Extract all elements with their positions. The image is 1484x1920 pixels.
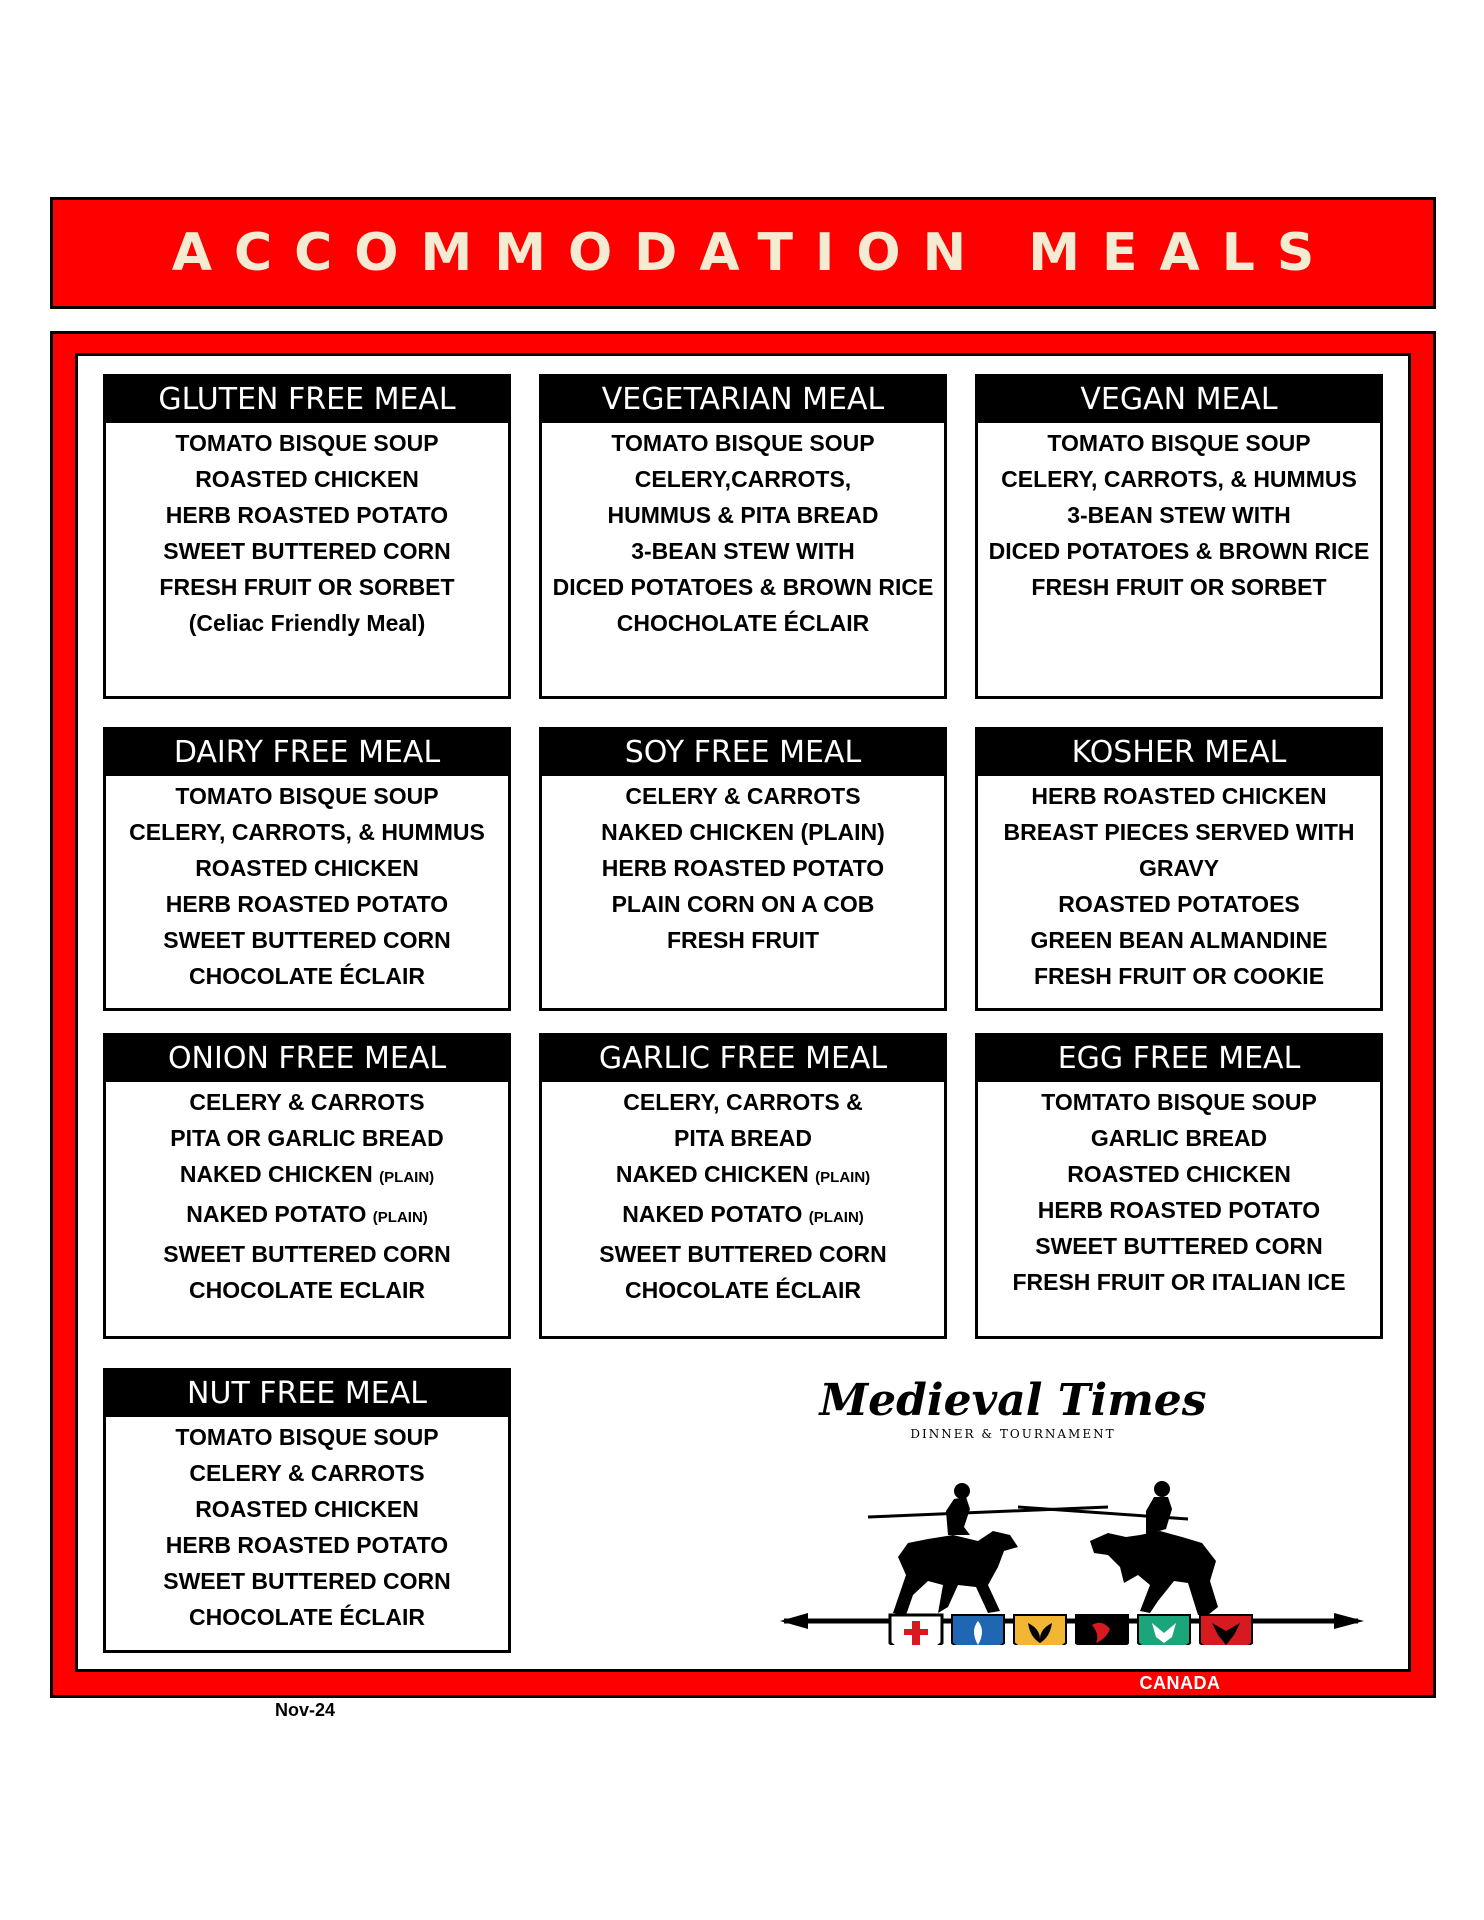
meal-item: CHOCOLATE ECLAIR xyxy=(189,1277,425,1303)
meal-item: FRESH FRUIT OR SORBET xyxy=(159,574,455,600)
meal-item: 3-BEAN STEW WITH xyxy=(631,538,855,564)
meal-item: 3-BEAN STEW WITH xyxy=(1067,502,1291,528)
meal-item: ROASTED CHICKEN xyxy=(1067,1161,1291,1187)
meal-item-text: NAKED POTATO xyxy=(186,1201,367,1227)
meal-item-note: (PLAIN) xyxy=(379,1169,435,1186)
meal-item: CHOCOLATE ÉCLAIR xyxy=(189,1604,425,1630)
meal-item-note: (PLAIN) xyxy=(808,1209,864,1226)
meal-item-text: NAKED POTATO xyxy=(622,1201,803,1227)
date-label: Nov-24 xyxy=(275,1700,336,1720)
meal-item: GREEN BEAN ALMANDINE xyxy=(1030,927,1328,953)
meal-item-text: NAKED CHICKEN xyxy=(615,1161,809,1187)
meal-item: ROASTED CHICKEN xyxy=(195,855,419,881)
logo-tagline: DINNER & TOURNAMENT xyxy=(910,1427,1116,1441)
meal-item: GARLIC BREAD xyxy=(1090,1125,1268,1151)
meal-item: ROASTED CHICKEN xyxy=(195,1496,419,1522)
meal-item: (Celiac Friendly Meal) xyxy=(188,610,426,636)
meal-item: CELERY & CARROTS xyxy=(189,1460,425,1486)
meal-title: NUT FREE MEAL xyxy=(106,1371,508,1417)
meal-item: TOMATO BISQUE SOUP xyxy=(611,430,875,456)
meal-item: CHOCOLATE ÉCLAIR xyxy=(189,963,425,989)
jousting-knights-icon xyxy=(778,1435,1368,1645)
meal-item: CELERY, CARROTS & xyxy=(623,1089,863,1115)
meal-item: TOMATO BISQUE SOUP xyxy=(175,430,439,456)
meal-title: SOY FREE MEAL xyxy=(542,730,944,776)
title-banner xyxy=(50,197,1436,309)
meal-item: CELERY & CARROTS xyxy=(189,1089,425,1115)
meal-item: SWEET BUTTERED CORN xyxy=(163,927,451,953)
meal-item: DICED POTATOES & BROWN RICE xyxy=(552,574,934,600)
meal-item: HERB ROASTED POTATO xyxy=(165,502,449,528)
meal-item: FRESH FRUIT OR COOKIE xyxy=(1033,963,1325,989)
meal-item: HERB ROASTED POTATO xyxy=(1037,1197,1321,1223)
meal-card-nut-free xyxy=(103,1368,511,1653)
meal-title: VEGETARIAN MEAL xyxy=(542,377,944,423)
meal-title: GARLIC FREE MEAL xyxy=(542,1036,944,1082)
meal-item: SWEET BUTTERED CORN xyxy=(599,1241,887,1267)
meal-item: HERB ROASTED CHICKEN xyxy=(1031,783,1327,809)
meal-item xyxy=(542,1156,944,1196)
meal-item: PLAIN CORN ON A COB xyxy=(611,891,875,917)
meal-item: HERB ROASTED POTATO xyxy=(601,855,885,881)
meal-item: FRESH FRUIT OR SORBET xyxy=(1031,574,1327,600)
meal-title: GLUTEN FREE MEAL xyxy=(106,377,508,423)
meal-item: CHOCOLATE ÉCLAIR xyxy=(625,1277,861,1303)
meal-title: KOSHER MEAL xyxy=(978,730,1380,776)
meal-item-text: NAKED CHICKEN xyxy=(179,1161,373,1187)
meal-card-soy-free xyxy=(539,727,947,1011)
meal-item: SWEET BUTTERED CORN xyxy=(163,538,451,564)
meal-item: CELERY, CARROTS, & HUMMUS xyxy=(129,819,485,845)
meal-item: GRAVY xyxy=(1138,855,1220,881)
logo-name: Medieval Times xyxy=(819,1375,1207,1426)
meal-item: HERB ROASTED POTATO xyxy=(165,1532,449,1558)
meal-item-note: (PLAIN) xyxy=(372,1209,428,1226)
meal-card-onion-free xyxy=(103,1033,511,1339)
meal-item: CELERY, CARROTS, & HUMMUS xyxy=(1001,466,1357,492)
meal-item: BREAST PIECES SERVED WITH xyxy=(1003,819,1355,845)
meal-item: HERB ROASTED POTATO xyxy=(165,891,449,917)
meal-item: SWEET BUTTERED CORN xyxy=(1035,1233,1323,1259)
meal-item: PITA OR GARLIC BREAD xyxy=(170,1125,444,1151)
meal-item: NAKED CHICKEN (PLAIN) xyxy=(601,819,885,845)
meal-item: ROASTED CHICKEN xyxy=(195,466,419,492)
meal-item: TOMATO BISQUE SOUP xyxy=(175,783,439,809)
meal-item: ROASTED POTATOES xyxy=(1058,891,1300,917)
meal-item xyxy=(542,1196,944,1236)
meal-item: HUMMUS & PITA BREAD xyxy=(607,502,879,528)
meal-card-kosher xyxy=(975,727,1383,1011)
meal-card-vegetarian xyxy=(539,374,947,699)
meal-item: SWEET BUTTERED CORN xyxy=(163,1568,451,1594)
medieval-times-logo xyxy=(778,1375,1368,1645)
meal-item xyxy=(106,1156,508,1196)
country-label: CANADA xyxy=(1139,1673,1221,1693)
meal-title: ONION FREE MEAL xyxy=(106,1036,508,1082)
meal-item-note: (PLAIN) xyxy=(815,1169,871,1186)
meal-item: FRESH FRUIT OR ITALIAN ICE xyxy=(1012,1269,1346,1295)
meal-title: EGG FREE MEAL xyxy=(978,1036,1380,1082)
meal-item: TOMATO BISQUE SOUP xyxy=(1047,430,1311,456)
meal-item: SWEET BUTTERED CORN xyxy=(163,1241,451,1267)
meal-item: TOMTATO BISQUE SOUP xyxy=(1041,1089,1317,1115)
meal-item xyxy=(106,1196,508,1236)
meal-card-vegan xyxy=(975,374,1383,699)
meal-item: CELERY & CARROTS xyxy=(625,783,861,809)
meal-title: VEGAN MEAL xyxy=(978,377,1380,423)
meal-item: CHOCHOLATE ÉCLAIR xyxy=(616,610,870,636)
meal-title: DAIRY FREE MEAL xyxy=(106,730,508,776)
meal-card-egg-free xyxy=(975,1033,1383,1339)
meal-item: FRESH FRUIT xyxy=(666,927,820,953)
meal-card-gluten-free xyxy=(103,374,511,699)
page-title: ACCOMMODATION MEALS xyxy=(171,223,1337,283)
meal-card-garlic-free xyxy=(539,1033,947,1339)
meal-item: PITA BREAD xyxy=(674,1125,812,1151)
meal-item: TOMATO BISQUE SOUP xyxy=(175,1424,439,1450)
meal-item: DICED POTATOES & BROWN RICE xyxy=(988,538,1370,564)
meal-card-dairy-free xyxy=(103,727,511,1011)
meal-item: CELERY,CARROTS, xyxy=(634,466,852,492)
